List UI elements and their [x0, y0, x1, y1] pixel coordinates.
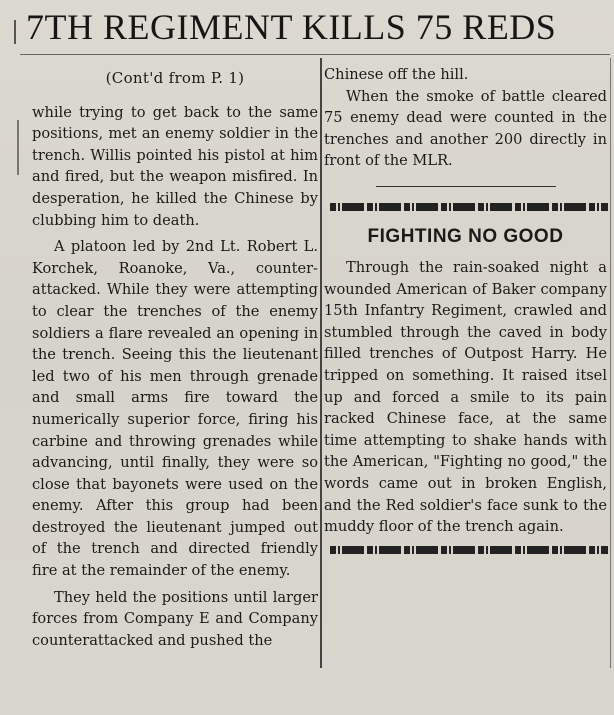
- right-column: [324, 64, 607, 568]
- section-dash-rule: [330, 203, 608, 211]
- sidebar-paragraph: Through the rain-soaked night a wounded American of Baker company 15th Infantry Regiment, crawled and stumbled through the caved in body filled trenches of Outpost Harry. He tripped on something. It raised itsel up and forced a smile to its pain racked Chinese face, at the same time attempting to shake hands with the American, "Fighting no good," the words came out in broken English, and the Red soldier's face sunk to the muddy floor of the trench again.: [324, 258, 607, 536]
- margin-mark: [14, 20, 16, 44]
- continued-line: (Cont'd from P. 1): [105, 69, 245, 87]
- headline-rule: [20, 54, 610, 55]
- article-paragraph: while trying to get back to the same positions, met an enemy soldier in the trench. Willis pointed his pistol at him and fired, but the weapon misfired. In desperation, he killed the Chinese by clubbing him to death.: [32, 103, 318, 229]
- sidebar-subhead: FIGHTING NO GOOD: [367, 225, 564, 247]
- article-paragraph: Chinese off the hill.: [324, 66, 469, 83]
- end-rule: [376, 186, 556, 187]
- article-paragraph: When the smoke of battle cleared 75 enemy dead were counted in the trenches and another 200 directly in front of the MLR.: [324, 87, 607, 170]
- left-column: [32, 64, 318, 651]
- headline: 7TH REGIMENT KILLS 75 REDS: [26, 7, 557, 47]
- column-divider: [320, 58, 322, 668]
- article-paragraph: They held the positions until larger forces from Company E and Company counterattacked and pushed the: [32, 588, 318, 649]
- column-border: [610, 58, 611, 668]
- article-paragraph: A platoon led by 2nd Lt. Robert L. Korchek, Roanoke, Va., counter-attacked. While they were attempting to clear the trenches of the enemy soldiers a flare revealed an opening in the trench. Seeing this the lieutenant led two of his men through grenade and small arms fire toward the numerically superior force, firing his carbine and throwing grenades while advancing, until finally, they were so close that bayonets were used on the enemy. After this group had been destroyed the lieutenant jumped out of the trench and directed friendly fire at the remainder of the enemy.: [32, 238, 318, 580]
- section-dash-rule: [330, 546, 608, 554]
- margin-mark: [17, 120, 19, 175]
